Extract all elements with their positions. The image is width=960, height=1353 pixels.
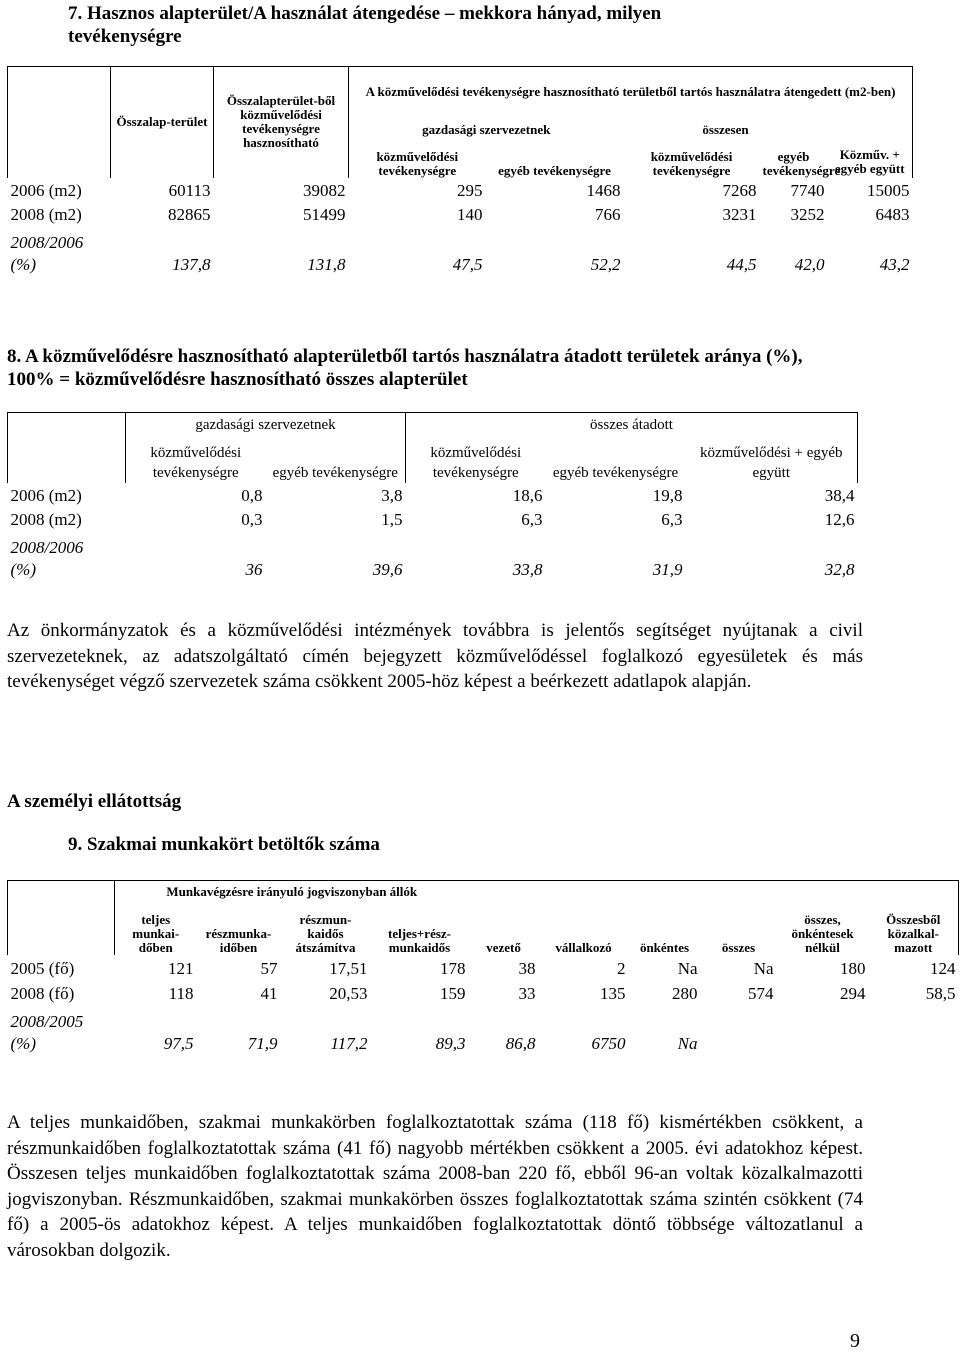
table-row: 2005 (fő) 121 57 17,51 178 38 2 Na Na 180 124 [10,958,956,978]
heading-personal: A személyi ellátottság [7,791,182,812]
header-osszes: összes [721,939,756,955]
table-section7 [7,66,913,276]
header-egyeb2: egyéb tevékenységre [762,148,841,178]
section9-title: 9. Szakmai munkakört betöltők száma [68,834,380,855]
header-onkentes: önkéntes [639,939,690,955]
table-row: 2008/2006 (%) 36 39,6 33,8 31,9 32,8 [10,537,855,579]
table-row: 2008/2005 (%) 97,5 71,9 117,2 89,3 86,8 6750 Na [10,1011,698,1053]
header-hasznosithato: Összalapterület-ből közművelődési tevékenységre hasznosítható [214,67,349,178]
paragraph-civil: Az önkormányzatok és a közművelődési intézmények továbbra is jelentős segítséget nyújtanak a civil szervezeteknek, az adatszolgáltató címén bejegyzett közművelődéssel foglalkozó egyesületek és más tevékenységet végző szervezetek száma csökkent 2005-höz képest a beérkezett adatlapok alapján. [7,620,863,692]
header-kozalk: Összesből közalkal-mazott [869,881,959,955]
header-kozm2: közművelődési tevékenységre [406,437,546,483]
section8-title: 8. A közművelődésre hasznosítható alapterületből tartós használatra átadott területek aránya (%), 100% = közművelődésre hasznosítható összes alapterület [7,346,803,390]
header-osszalap: Összalap-terület [111,67,214,178]
header-osszesonk: összes, önkéntesek nélkül [777,881,869,955]
header-teljes: teljes munkai-dőben [115,903,197,955]
section7-title: 7. Hasznos alapterület/A használat átengedése – mekkora hányad, milyen tevékenységre [68,3,662,47]
table-row: 2006 (m2) 0,8 3,8 18,6 19,8 38,4 [10,485,855,505]
paragraph-staff: A teljes munkaidőben, szakmai munkakörben foglalkoztatottak száma (118 fő) kismértékben csökkent, a részmunkaidőben foglalkoztatottak száma (41 fő) nagyobb mértékben csökkent a 2005. évi adatokhoz képest. Összesen teljes munkaidőben foglalkoztatottak száma 2008-ban 220 fő, ebből 96-an voltak közalkalmazotti jogviszonyban. Részmunkaidőben, szakmai munkakörben összes foglalkoztatottak száma szintén csökkent (74 fő) a 2005-ös adatokhoz képest. A teljes munkaidőben foglalkoztatottak döntő többsége változatlanul a városokban dolgozik. [7,1112,863,1261]
header-vezeto: vezető [486,939,521,955]
table-section8 [7,412,858,581]
page-number: 9 [850,1330,860,1352]
header-top: A közművelődési tevékenységre hasznosítható területből tartós használatra átengedett (m2-ben) [349,67,913,117]
header-teljesresz: teljes+rész-munkaidős [388,925,451,955]
header-egyeb: egyéb tevékenységre [498,162,611,178]
header-reszatsz: részmun-kaidős átszámítva [295,911,356,955]
header-egyutt: Közműv. + egyéb együtt [828,117,913,178]
header-kozm2: közművelődési tevékenységre [650,148,733,178]
header-group: Munkavégzésre irányuló jogviszonyban állók [115,881,469,903]
header-gazd: gazdasági szervezetnek [126,413,406,437]
header-atadott: összes átadott [406,413,858,437]
header-egyutt: közművelődési + egyéb együtt [686,437,858,483]
table-row: 2008 (m2) 0,3 1,5 6,3 6,3 12,6 [10,509,855,529]
header-gazd: gazdasági szervezetnek [349,117,624,143]
header-osszesen: összesen [702,121,749,137]
header-vallalkozo: vállalkozó [555,939,612,955]
header-resz: részmunka-időben [205,925,272,955]
table-row: 2006 (m2) 60113 39082 295 1468 7268 7740 15005 [10,180,910,200]
header-kozm: közművelődési tevékenységre [126,437,266,483]
table-section9 [7,880,959,1055]
header-egyeb2: egyéb tevékenységre [552,464,679,481]
table-row: 2008/2006 (%) 137,8 131,8 47,5 52,2 44,5 42,0 43,2 [10,232,910,274]
header-egyeb: egyéb tevékenységre [272,464,398,481]
header-kozm: közművelődési tevékenységre [349,143,486,178]
table-row: 2008 (fő) 118 41 20,53 159 33 135 280 574 294 58,5 [10,983,956,1003]
table-row: 2008 (m2) 82865 51499 140 766 3231 3252 6483 [10,204,910,224]
